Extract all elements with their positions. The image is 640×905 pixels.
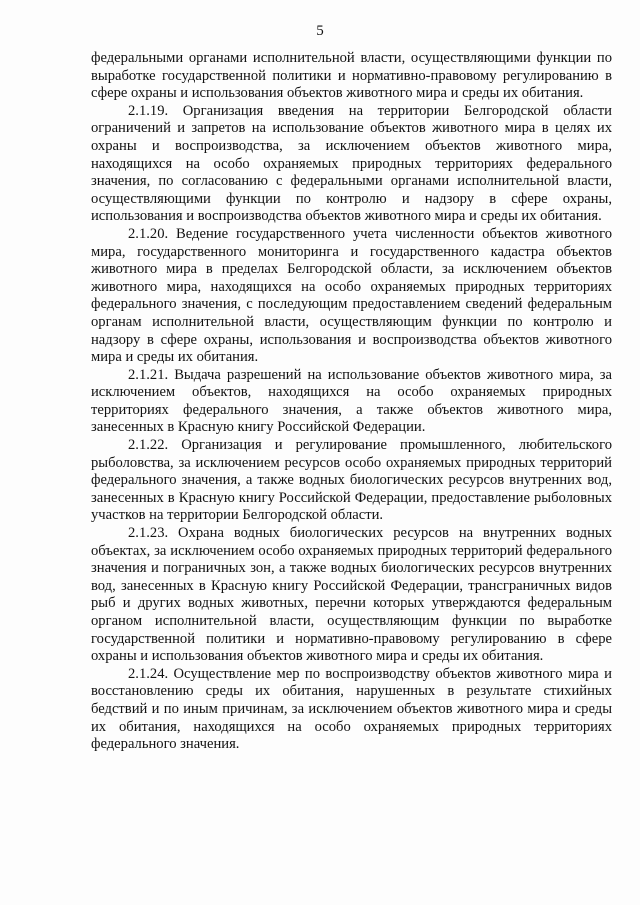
paragraph-2-1-21: 2.1.21. Выдача разрешений на использование объектов животного мира, за исключением объектов, находящихся на особо охраняемых природных территориях федерального значения, а также объектов животного мира, занесенных в Красную книгу Российской Федерации. — [91, 366, 612, 436]
paragraph-2-1-22: 2.1.22. Организация и регулирование промышленного, любительского рыболовства, за исключением ресурсов особо охраняемых природных территорий федерального значения, а также водных биологических ресурсов внутренних вод, занесенных в Красную книгу Российской Федерации, предоставление рыболовных участков на территории Белгородской области. — [91, 437, 612, 524]
paragraph-2-1-20: 2.1.20. Ведение государственного учета численности объектов животного мира, государственного мониторинга и государственного кадастра объектов животного мира в пределах Белгородской области, за исключением объектов животного мира, находящихся на особо охраняемых природных территориях федерального значения, с последующим предоставлением сведений федеральным органам исполнительной власти, осуществляющим функции по контролю и надзору в сфере охраны, использования и воспроизводства объектов животного мира и среды их обитания. — [91, 225, 612, 366]
page-number: 5 — [316, 23, 324, 39]
paragraph-2-1-23: 2.1.23. Охрана водных биологических ресурсов на внутренних водных объектах, за исключением особо охраняемых природных территорий федерального значения и пограничных зон, а также водных биологических ресурсов внутренних вод, занесенных в Красную книгу Российской Федерации, трансграничных видов рыб и других водных животных, перечни которых утверждаются федеральным органом исполнительной власти, осуществляющим функции по выработке государственной политики и нормативно-правовому регулированию в сфере охраны и использования объектов животного мира и среды их обитания. — [91, 525, 612, 665]
paragraph-2-1-19: 2.1.19. Организация введения на территории Белгородской области ограничений и запретов на использование объектов животного мира в целях их охраны и воспроизводства, за исключением объектов животного мира, находящихся на особо охраняемых природных территориях федерального значения, по согласованию с федеральными органами исполнительной власти, осуществляющими функции по контролю и надзору в сфере охраны, использования и воспроизводства объектов животного мира и среды их обитания. — [91, 102, 612, 225]
document-body — [91, 50, 612, 754]
paragraph-continuation: федеральными органами исполнительной власти, осуществляющими функции по выработке государственной политики и нормативно-правовому регулированию в сфере охраны и использования объектов животного мира и среды их обитания. — [91, 50, 612, 102]
paragraph-2-1-24: 2.1.24. Осуществление мер по воспроизводству объектов животного мира и восстановлению среды их обитания, нарушенных в результате стихийных бедствий и по иным причинам, за исключением объектов животного мира и среды их обитания, находящихся на особо охраняемых природных территориях федерального значения. — [91, 665, 612, 753]
